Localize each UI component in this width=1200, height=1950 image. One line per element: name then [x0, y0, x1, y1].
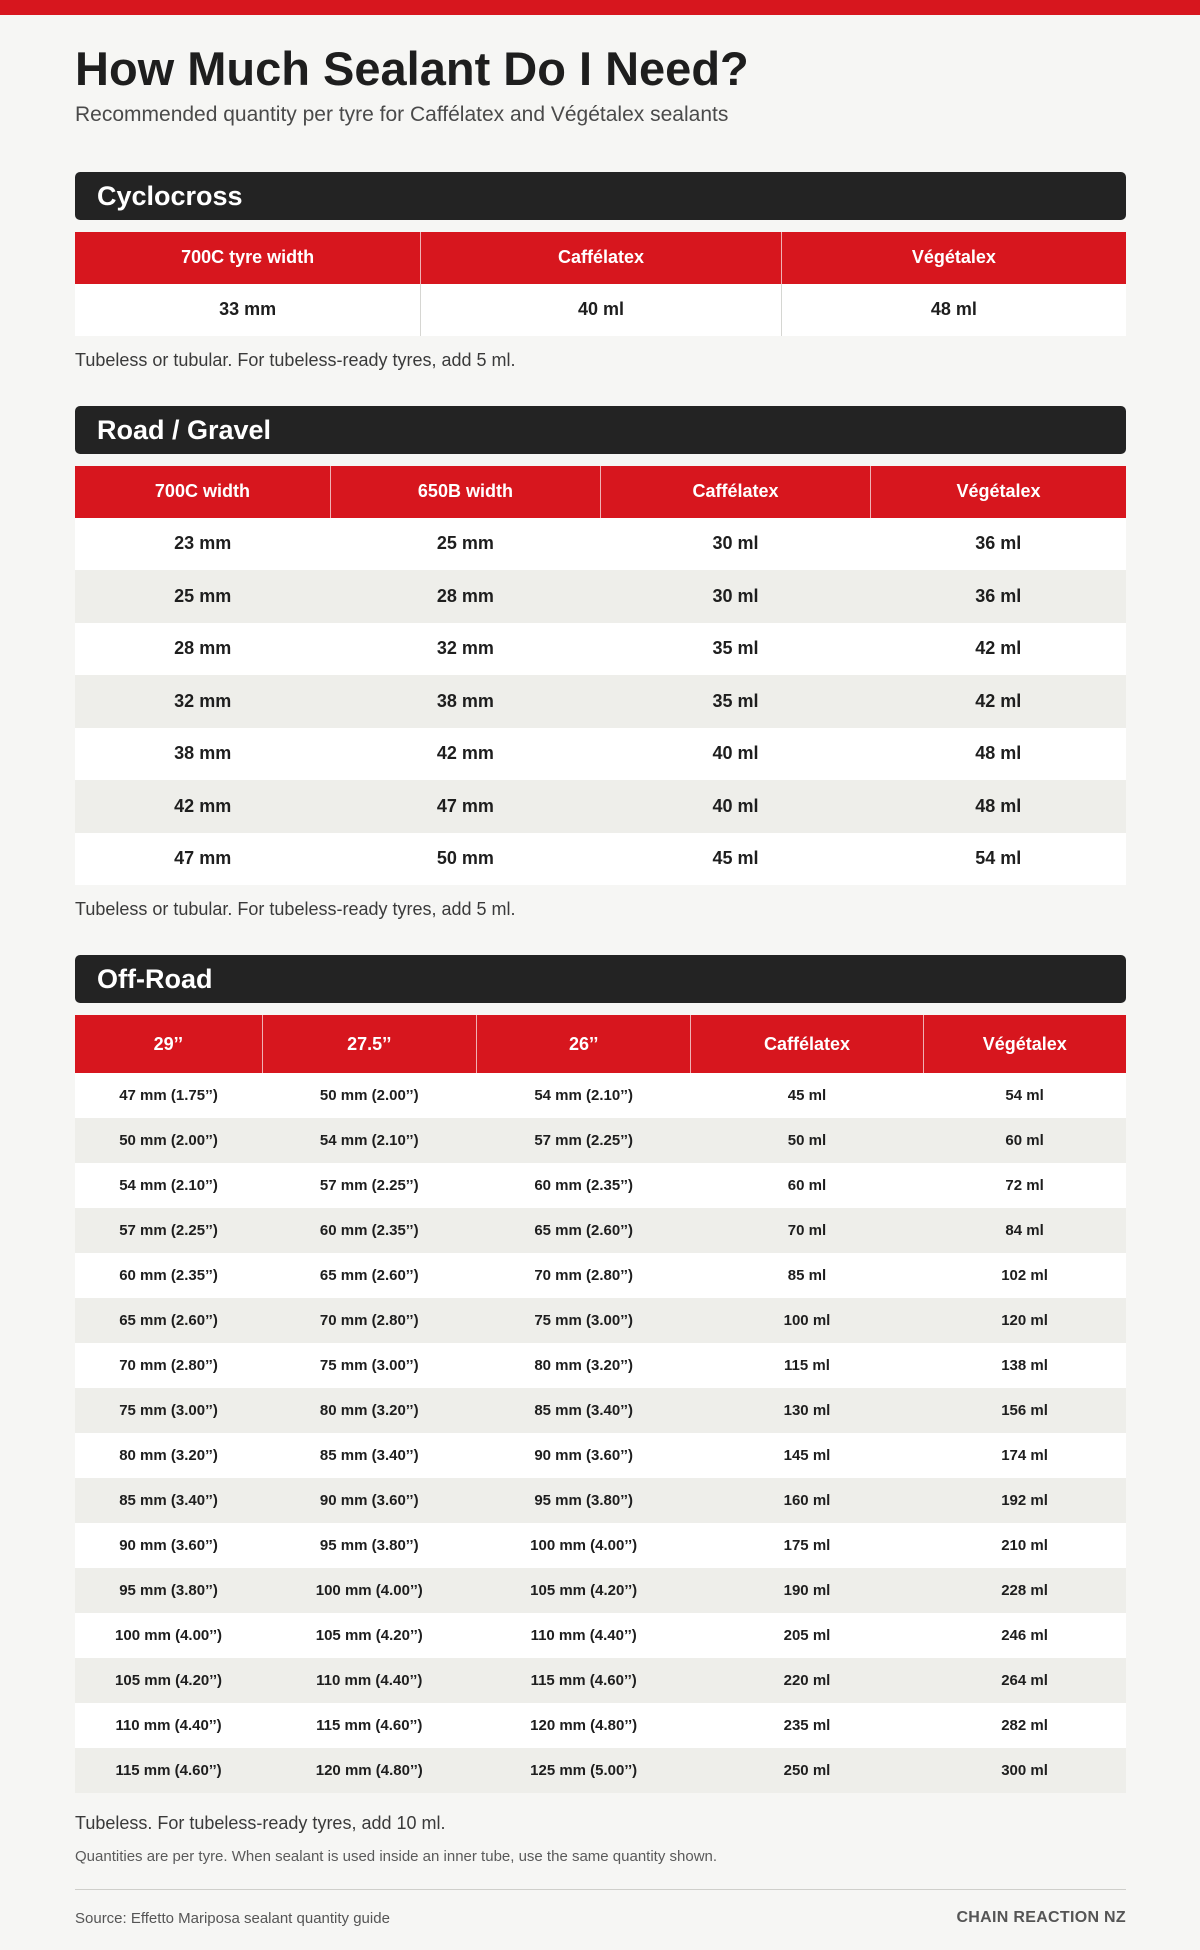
table-cell: 38 mm [75, 728, 330, 781]
table-row [75, 1658, 1126, 1703]
table-cell: 80 mm (3.20’’) [262, 1388, 476, 1433]
table-row [75, 1118, 1126, 1163]
column-header: 700C tyre width [75, 232, 421, 284]
section-header-road-gravel: Road / Gravel [75, 406, 1126, 454]
table-row [75, 728, 1126, 781]
table-cell: 57 mm (2.25’’) [476, 1118, 690, 1163]
table-cell: 75 mm (3.00’’) [476, 1298, 690, 1343]
table-cell: 85 ml [691, 1253, 923, 1298]
table-row [75, 833, 1126, 886]
table-cell: 282 ml [923, 1703, 1126, 1748]
table-cell: 210 ml [923, 1523, 1126, 1568]
table-row [75, 1253, 1126, 1298]
cyclocross-table [75, 232, 1126, 336]
table-row [75, 675, 1126, 728]
table-row [75, 1568, 1126, 1613]
table-cell: 48 ml [781, 284, 1126, 336]
table-row [75, 518, 1126, 571]
table-cell: 38 mm [330, 675, 600, 728]
off-road-section [75, 955, 1126, 1865]
table-cell: 102 ml [923, 1253, 1126, 1298]
table-cell: 175 ml [691, 1523, 923, 1568]
cyclocross-note: Tubeless or tubular. For tubeless-ready tyres, add 5 ml. [75, 349, 516, 370]
table-cell: 23 mm [75, 518, 330, 571]
table-cell: 110 mm (4.40’’) [476, 1613, 690, 1658]
off-road-note: Tubeless. For tubeless-ready tyres, add 10 ml. [75, 1813, 446, 1834]
table-cell: 100 ml [691, 1298, 923, 1343]
table-cell: 54 mm (2.10’’) [262, 1118, 476, 1163]
cyclocross-section [75, 172, 1126, 371]
table-cell: 65 mm (2.60’’) [262, 1253, 476, 1298]
table-cell: 42 ml [871, 623, 1126, 676]
table-cell: 205 ml [691, 1613, 923, 1658]
footer [75, 1889, 1126, 1927]
table-cell: 138 ml [923, 1343, 1126, 1388]
table-cell: 40 ml [600, 728, 870, 781]
page-subtitle: Recommended quantity per tyre for Caffélatex and Végétalex sealants [75, 103, 729, 127]
column-header: 29’’ [75, 1015, 262, 1073]
table-row [75, 1343, 1126, 1388]
table-header-row [75, 466, 1126, 518]
table-cell: 264 ml [923, 1658, 1126, 1703]
column-header: 27.5’’ [262, 1015, 476, 1073]
road-gravel-section [75, 406, 1126, 921]
table-cell: 28 mm [75, 623, 330, 676]
table-cell: 47 mm [330, 780, 600, 833]
table-cell: 235 ml [691, 1703, 923, 1748]
table-cell: 25 mm [330, 518, 600, 571]
table-cell: 85 mm (3.40’’) [476, 1388, 690, 1433]
table-cell: 228 ml [923, 1568, 1126, 1613]
table-cell: 120 mm (4.80’’) [262, 1748, 476, 1793]
table-cell: 36 ml [871, 570, 1126, 623]
table-cell: 36 ml [871, 518, 1126, 571]
column-header: Végétalex [781, 232, 1126, 284]
table-cell: 30 ml [600, 518, 870, 571]
table-cell: 90 mm (3.60’’) [262, 1478, 476, 1523]
table-cell: 60 mm (2.35’’) [262, 1208, 476, 1253]
fine-print: Quantities are per tyre. When sealant is used inside an inner tube, use the same quantity shown. [75, 1848, 718, 1866]
table-cell: 110 mm (4.40’’) [75, 1703, 262, 1748]
table-cell: 90 mm (3.60’’) [476, 1433, 690, 1478]
column-header: Caffélatex [421, 232, 781, 284]
table-header-row [75, 232, 1126, 284]
table-cell: 95 mm (3.80’’) [476, 1478, 690, 1523]
column-header: Caffélatex [691, 1015, 923, 1073]
table-cell: 120 ml [923, 1298, 1126, 1343]
section-header-off-road: Off-Road [75, 955, 1126, 1003]
table-cell: 70 mm (2.80’’) [75, 1343, 262, 1388]
table-row [75, 1748, 1126, 1793]
table-cell: 70 mm (2.80’’) [262, 1298, 476, 1343]
table-cell: 95 mm (3.80’’) [262, 1523, 476, 1568]
table-cell: 35 ml [600, 675, 870, 728]
table-row [75, 1613, 1126, 1658]
table-cell: 80 mm (3.20’’) [75, 1433, 262, 1478]
table-cell: 48 ml [871, 728, 1126, 781]
table-cell: 160 ml [691, 1478, 923, 1523]
section-header-cyclocross: Cyclocross [75, 172, 1126, 220]
table-cell: 54 ml [923, 1073, 1126, 1118]
table-cell: 105 mm (4.20’’) [75, 1658, 262, 1703]
table-cell: 120 mm (4.80’’) [476, 1703, 690, 1748]
table-cell: 48 ml [871, 780, 1126, 833]
table-cell: 250 ml [691, 1748, 923, 1793]
table-cell: 50 mm (2.00’’) [75, 1118, 262, 1163]
table-row [75, 1388, 1126, 1433]
table-cell: 32 mm [75, 675, 330, 728]
table-cell: 70 mm (2.80’’) [476, 1253, 690, 1298]
column-header: 650B width [330, 466, 600, 518]
table-cell: 33 mm [75, 284, 421, 336]
brand-name: CHAIN REACTION NZ [956, 1909, 1126, 1926]
table-row [75, 570, 1126, 623]
table-cell: 100 mm (4.00’’) [75, 1613, 262, 1658]
column-header: 700C width [75, 466, 330, 518]
table-cell: 42 mm [75, 780, 330, 833]
source-credit: Source: Effetto Mariposa sealant quantity guide [75, 1909, 390, 1927]
table-cell: 100 mm (4.00’’) [476, 1523, 690, 1568]
table-cell: 72 ml [923, 1163, 1126, 1208]
table-cell: 246 ml [923, 1613, 1126, 1658]
table-cell: 105 mm (4.20’’) [262, 1613, 476, 1658]
table-cell: 42 mm [330, 728, 600, 781]
table-cell: 110 mm (4.40’’) [262, 1658, 476, 1703]
table-cell: 28 mm [330, 570, 600, 623]
column-header: Végétalex [923, 1015, 1126, 1073]
table-cell: 35 ml [600, 623, 870, 676]
table-cell: 84 ml [923, 1208, 1126, 1253]
column-header: Caffélatex [600, 466, 870, 518]
road-gravel-table [75, 466, 1126, 886]
table-cell: 65 mm (2.60’’) [75, 1298, 262, 1343]
top-accent-bar [0, 0, 1200, 15]
table-cell: 40 ml [600, 780, 870, 833]
off-road-table [75, 1015, 1126, 1793]
table-cell: 50 mm (2.00’’) [262, 1073, 476, 1118]
table-row [75, 1478, 1126, 1523]
table-row [75, 1208, 1126, 1253]
page-title: How Much Sealant Do I Need? [75, 42, 749, 95]
table-cell: 105 mm (4.20’’) [476, 1568, 690, 1613]
table-cell: 130 ml [691, 1388, 923, 1433]
table-cell: 145 ml [691, 1433, 923, 1478]
table-cell: 95 mm (3.80’’) [75, 1568, 262, 1613]
table-cell: 57 mm (2.25’’) [262, 1163, 476, 1208]
table-cell: 75 mm (3.00’’) [75, 1388, 262, 1433]
table-cell: 42 ml [871, 675, 1126, 728]
column-header: 26’’ [476, 1015, 690, 1073]
table-cell: 60 mm (2.35’’) [476, 1163, 690, 1208]
table-row [75, 1298, 1126, 1343]
table-cell: 300 ml [923, 1748, 1126, 1793]
table-cell: 57 mm (2.25’’) [75, 1208, 262, 1253]
table-cell: 60 ml [923, 1118, 1126, 1163]
table-row [75, 1073, 1126, 1118]
table-cell: 115 mm (4.60’’) [262, 1703, 476, 1748]
table-cell: 50 mm [330, 833, 600, 886]
table-cell: 192 ml [923, 1478, 1126, 1523]
table-cell: 85 mm (3.40’’) [262, 1433, 476, 1478]
table-row [75, 1523, 1126, 1568]
table-cell: 47 mm [75, 833, 330, 886]
table-row [75, 1163, 1126, 1208]
table-cell: 125 mm (5.00’’) [476, 1748, 690, 1793]
main-content [75, 15, 1126, 1865]
table-cell: 60 mm (2.35’’) [75, 1253, 262, 1298]
table-cell: 220 ml [691, 1658, 923, 1703]
table-row [75, 623, 1126, 676]
table-cell: 45 ml [600, 833, 870, 886]
table-cell: 54 ml [871, 833, 1126, 886]
table-cell: 60 ml [691, 1163, 923, 1208]
table-cell: 75 mm (3.00’’) [262, 1343, 476, 1388]
table-cell: 54 mm (2.10’’) [476, 1073, 690, 1118]
table-cell: 30 ml [600, 570, 870, 623]
table-cell: 115 ml [691, 1343, 923, 1388]
table-cell: 40 ml [421, 284, 781, 336]
table-cell: 65 mm (2.60’’) [476, 1208, 690, 1253]
table-cell: 90 mm (3.60’’) [75, 1523, 262, 1568]
table-cell: 85 mm (3.40’’) [75, 1478, 262, 1523]
column-header: Végétalex [871, 466, 1126, 518]
table-cell: 174 ml [923, 1433, 1126, 1478]
table-cell: 156 ml [923, 1388, 1126, 1433]
table-row [75, 780, 1126, 833]
table-cell: 100 mm (4.00’’) [262, 1568, 476, 1613]
table-cell: 80 mm (3.20’’) [476, 1343, 690, 1388]
table-row [75, 284, 1126, 336]
table-cell: 47 mm (1.75’’) [75, 1073, 262, 1118]
table-row [75, 1703, 1126, 1748]
table-cell: 70 ml [691, 1208, 923, 1253]
table-row [75, 1433, 1126, 1478]
road-gravel-note: Tubeless or tubular. For tubeless-ready tyres, add 5 ml. [75, 899, 516, 920]
table-header-row [75, 1015, 1126, 1073]
table-cell: 50 ml [691, 1118, 923, 1163]
table-cell: 115 mm (4.60’’) [75, 1748, 262, 1793]
table-cell: 54 mm (2.10’’) [75, 1163, 262, 1208]
table-cell: 115 mm (4.60’’) [476, 1658, 690, 1703]
table-cell: 25 mm [75, 570, 330, 623]
table-cell: 45 ml [691, 1073, 923, 1118]
table-cell: 32 mm [330, 623, 600, 676]
table-cell: 190 ml [691, 1568, 923, 1613]
